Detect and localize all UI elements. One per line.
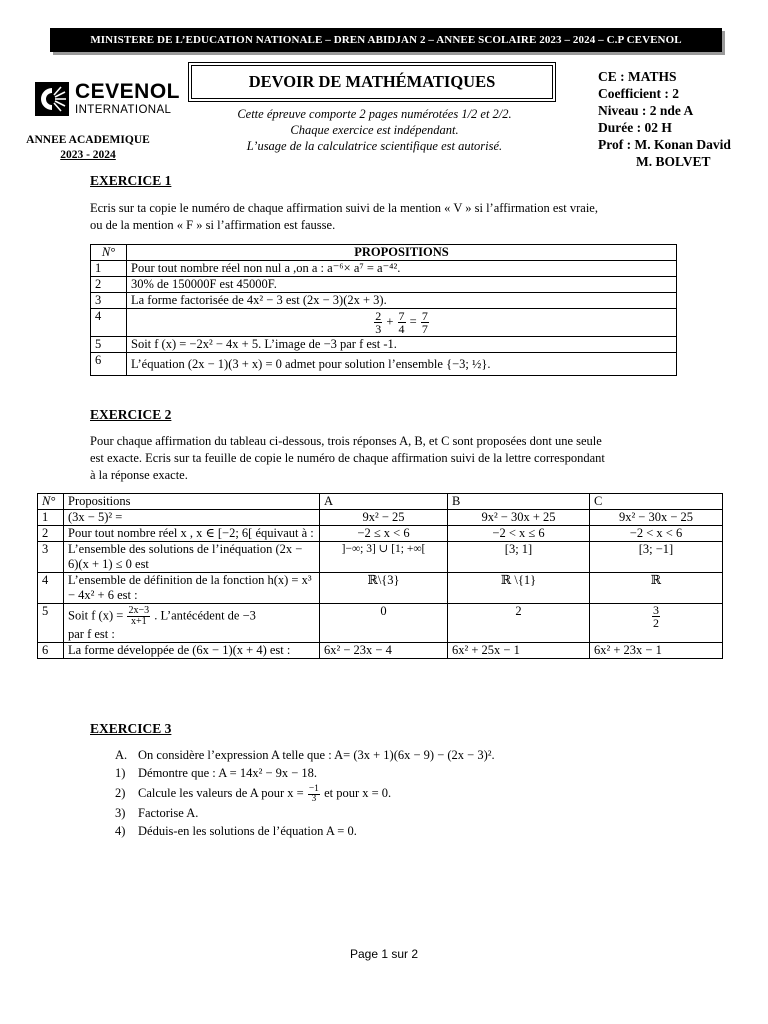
table-row	[38, 604, 723, 643]
answer-a: ℝ\{3}	[320, 573, 448, 604]
table-header-row	[38, 494, 723, 510]
table-row	[91, 309, 677, 337]
table-row	[91, 277, 677, 293]
row-proposition: Pour tout nombre réel non nul a ,on a : a⁻⁶× a⁷ = a⁻⁴².	[127, 261, 677, 277]
row-proposition-fractions: $\frac{2}{3}$ + $\frac{7}{4}$ = $\frac{7}{7}$	[127, 309, 677, 337]
list-item: 4) Déduis-en les solutions de l’équation A = 0.	[115, 824, 357, 838]
row-number: 3	[91, 293, 127, 309]
exercise-1-instruction-line-2: ou de la mention « F » si l’affirmation est fausse.	[90, 218, 336, 232]
row-number: 6	[38, 643, 64, 659]
answer-b: 6x² + 25x − 1	[448, 643, 590, 659]
exercise-2-title: EXERCICE 2	[90, 407, 172, 422]
list-item: A. On considère l’expression A telle que : A= (3x + 1)(6x − 9) − (2x − 3)².	[115, 748, 495, 762]
exercise-1-instructions	[90, 200, 690, 234]
row-number: 6	[91, 353, 127, 376]
school-logo	[35, 80, 181, 120]
course-duration: Durée : 02 H	[598, 120, 672, 135]
exercise-3-questions	[115, 746, 715, 840]
exercise-2-instruction-line-3: à la réponse exacte.	[90, 468, 188, 482]
row-proposition: L’ensemble des solutions de l’inéquation (2x − 6)(x + 1) ≤ 0 est	[64, 542, 320, 573]
answer-b: 2	[448, 604, 590, 643]
exercise-2-instruction-line-1: Pour chaque affirmation du tableau ci-dessous, trois réponses A, B, et C sont proposées dont une seule	[90, 434, 602, 448]
row-proposition: Soit f (x) = $\frac{2x-3}{x+1}$ . L’antécédent de −3 par f est :	[64, 604, 320, 643]
course-teacher-1: Prof : M. Konan David	[598, 137, 731, 152]
answer-a: −2 ≤ x < 6	[320, 526, 448, 542]
answer-c: 9x² − 30x − 25	[590, 510, 723, 526]
col-propositions-header: PROPOSITIONS	[127, 245, 677, 261]
answer-b: −2 < x ≤ 6	[448, 526, 590, 542]
row-proposition: Pour tout nombre réel x , x ∈ [−2; 6[ équivaut à :	[64, 526, 320, 542]
answer-c: ℝ	[590, 573, 723, 604]
table-row	[91, 353, 677, 376]
academic-year: 2023 - 2024	[60, 149, 116, 161]
col-a-header: A	[320, 494, 448, 510]
row-number: 4	[91, 309, 127, 337]
academic-label: ANNEE ACADEMIQUE	[26, 134, 150, 146]
col-number-header: N°	[91, 245, 127, 261]
row-proposition: L’équation (2x − 1)(3 + x) = 0 admet pour solution l’ensemble {−3; ½}.	[127, 353, 677, 376]
answer-c: 6x² + 23x − 1	[590, 643, 723, 659]
fraction: $\frac{2}{3}$	[375, 309, 382, 336]
answer-c	[590, 604, 723, 643]
answer-a: 9x² − 25	[320, 510, 448, 526]
row-proposition: L’ensemble de définition de la fonction h(x) = x³ − 4x² + 6 est :	[64, 573, 320, 604]
answer-a: 6x² − 23x − 4	[320, 643, 448, 659]
exercise-2-table	[37, 493, 723, 659]
table-row	[91, 293, 677, 309]
exercise-1-table	[90, 244, 677, 376]
row-proposition: La forme factorisée de 4x² − 3 est (2x − 3)(2x + 3).	[127, 293, 677, 309]
table-row	[38, 573, 723, 604]
cevenol-logo-icon	[35, 82, 69, 116]
exercise-3-title: EXERCICE 3	[90, 721, 172, 736]
row-number: 2	[38, 526, 64, 542]
fraction: $\frac{-1}{3}$	[308, 783, 319, 804]
header-banner: MINISTERE DE L’EDUCATION NATIONALE – DREN ABIDJAN 2 – ANNEE SCOLAIRE 2023 – 2024 – C.P CEVENOL	[50, 28, 722, 52]
course-details	[598, 68, 731, 170]
table-row	[38, 510, 723, 526]
exercise-2-instruction-line-2: est exacte. Ecris sur ta feuille de copie le numéro de chaque affirmation suivi de la lettre correspondant	[90, 451, 605, 465]
row-proposition: La forme développée de (6x − 1)(x + 4) est :	[64, 643, 320, 659]
row-number: 5	[38, 604, 64, 643]
table-row	[91, 337, 677, 353]
col-c-header: C	[590, 494, 723, 510]
course-teacher-2: M. BOLVET	[636, 154, 711, 169]
answer-a: 0	[320, 604, 448, 643]
info-line-calculator: L’usage de la calculatrice scientifique est autorisé.	[246, 139, 503, 153]
academic-year-block	[18, 133, 158, 163]
row-proposition: (3x − 5)² =	[64, 510, 320, 526]
col-number-header: N°	[38, 494, 64, 510]
fraction: $\frac{3}{2}$	[653, 603, 659, 630]
fraction: $\frac{2x-3}{x+1}$	[128, 605, 150, 627]
col-propositions-header: Propositions	[64, 494, 320, 510]
logo-name: CEVENOL	[75, 80, 181, 103]
exercise-1-instruction-line-1: Ecris sur ta copie le numéro de chaque affirmation suivi de la mention « V » si l’affirmation est vraie,	[90, 201, 598, 215]
exercise-1-title: EXERCICE 1	[90, 173, 172, 188]
answer-c: −2 < x < 6	[590, 526, 723, 542]
row-proposition: Soit f (x) = −2x² − 4x + 5. L’image de −3 par f est -1.	[127, 337, 677, 353]
row-number: 1	[91, 261, 127, 277]
list-item: 3) Factorise A.	[115, 806, 199, 820]
course-level: Niveau : 2 nde A	[598, 103, 694, 118]
table-row	[38, 643, 723, 659]
course-coefficient: Coefficient : 2	[598, 86, 679, 101]
list-item: 2) Calcule les valeurs de A pour x = $\frac{-1}{3}$ et pour x = 0.	[115, 783, 392, 804]
answer-b: ℝ \{1}	[448, 573, 590, 604]
row-proposition: 30% de 150000F est 45000F.	[127, 277, 677, 293]
table-row	[38, 526, 723, 542]
exam-info	[202, 106, 547, 154]
table-row	[91, 261, 677, 277]
page-title: DEVOIR DE MATHÉMATIQUES	[191, 65, 553, 99]
fraction: $\frac{7}{7}$	[421, 309, 428, 336]
row-number: 3	[38, 542, 64, 573]
answer-c: [3; −1]	[590, 542, 723, 573]
info-line-pages: Cette épreuve comporte 2 pages numérotées 1/2 et 2/2.	[237, 107, 512, 121]
exercise-2-instructions	[90, 433, 710, 484]
page-number: Page 1 sur 2	[349, 947, 419, 961]
answer-a: ]−∞; 3] ∪ [1; +∞[	[320, 542, 448, 573]
info-line-independent: Chaque exercice est indépendant.	[290, 123, 459, 137]
answer-b: [3; 1]	[448, 542, 590, 573]
fraction: $\frac{7}{4}$	[398, 309, 405, 336]
row-number: 5	[91, 337, 127, 353]
logo-subtitle: INTERNATIONAL	[75, 104, 172, 116]
list-item: 1) Démontre que : A = 14x² − 9x − 18.	[115, 766, 318, 780]
table-header-row	[91, 245, 677, 261]
answer-b: 9x² − 30x + 25	[448, 510, 590, 526]
course-subject: CE : MATHS	[598, 69, 677, 84]
row-number: 1	[38, 510, 64, 526]
row-number: 2	[91, 277, 127, 293]
table-row	[38, 542, 723, 573]
col-b-header: B	[448, 494, 590, 510]
row-number: 4	[38, 573, 64, 604]
